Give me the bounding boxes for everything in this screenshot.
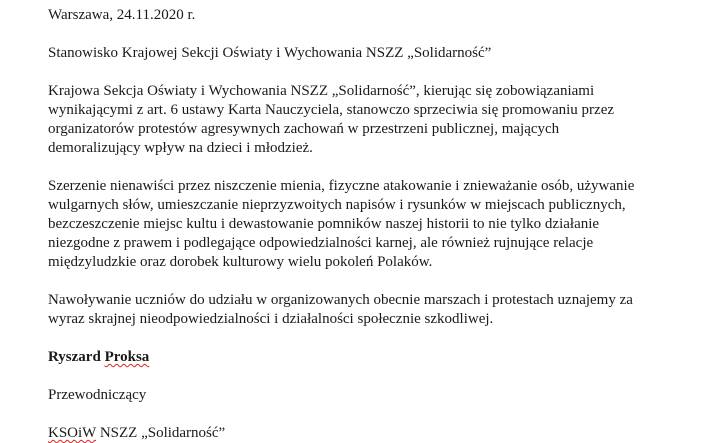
paragraph-line: wulgarnych słów, umieszczanie nieprzyzwoitych napisów i rysunków w miejscach publicznych, — [48, 197, 626, 213]
document-heading: Stanowisko Krajowej Sekcji Oświaty i Wychowania NSZZ „Solidarność” — [48, 45, 492, 61]
paragraph-line: wynikającymi z art. 6 ustawy Karta Nauczyciela, stanowczo sprzeciwia się promowaniu przez — [48, 102, 615, 118]
signature-name — [48, 348, 708, 367]
paragraph-line: organizatorów protestów agresywnych zachowań w przestrzeni publicznej, mających — [48, 121, 560, 137]
paragraph-line: bezczeszczenie miejsc kultu i dewastowanie pomników naszej historii to nie tylko działanie — [48, 216, 600, 232]
paragraph-line: międzyludzkie oraz dorobek kulturowy wielu pokoleń Polaków. — [48, 254, 433, 270]
paragraph-line: demoralizujący wpływ na dzieci i młodzież. — [48, 140, 313, 156]
date-line: Warszawa, 24.11.2020 r. — [48, 7, 196, 23]
signature-first-name: Ryszard — [48, 349, 101, 365]
paragraph-line: Szerzenie nienawiści przez niszczenie mienia, fizyczne atakowanie i znieważanie osób, używanie — [48, 178, 635, 194]
paragraph-2 — [48, 177, 708, 272]
organization-name: NSZZ „Solidarność” — [99, 425, 226, 441]
paragraph-1 — [48, 82, 708, 158]
paragraph-line: Krajowa Sekcja Oświaty i Wychowania NSZZ „Solidarność”, kierując się zobowiązaniami — [48, 83, 595, 99]
organization-abbreviation: KSOiW — [48, 425, 97, 441]
document-body — [48, 6, 708, 443]
signature-title: Przewodniczący — [48, 387, 147, 403]
paragraph-3 — [48, 291, 708, 329]
signature-organization — [48, 424, 708, 443]
paragraph-line: niezgodne z prawem i podlegające odpowiedzialności karnej, ale również rujnujące relacje — [48, 235, 594, 251]
paragraph-line: wyraz skrajnej nieodpowiedzialności i działalności społecznie szkodliwej. — [48, 311, 494, 327]
signature-last-name: Proksa — [104, 349, 150, 365]
paragraph-line: Nawoływanie uczniów do udziału w organizowanych obecnie marszach i protestach uznajemy za — [48, 292, 633, 308]
